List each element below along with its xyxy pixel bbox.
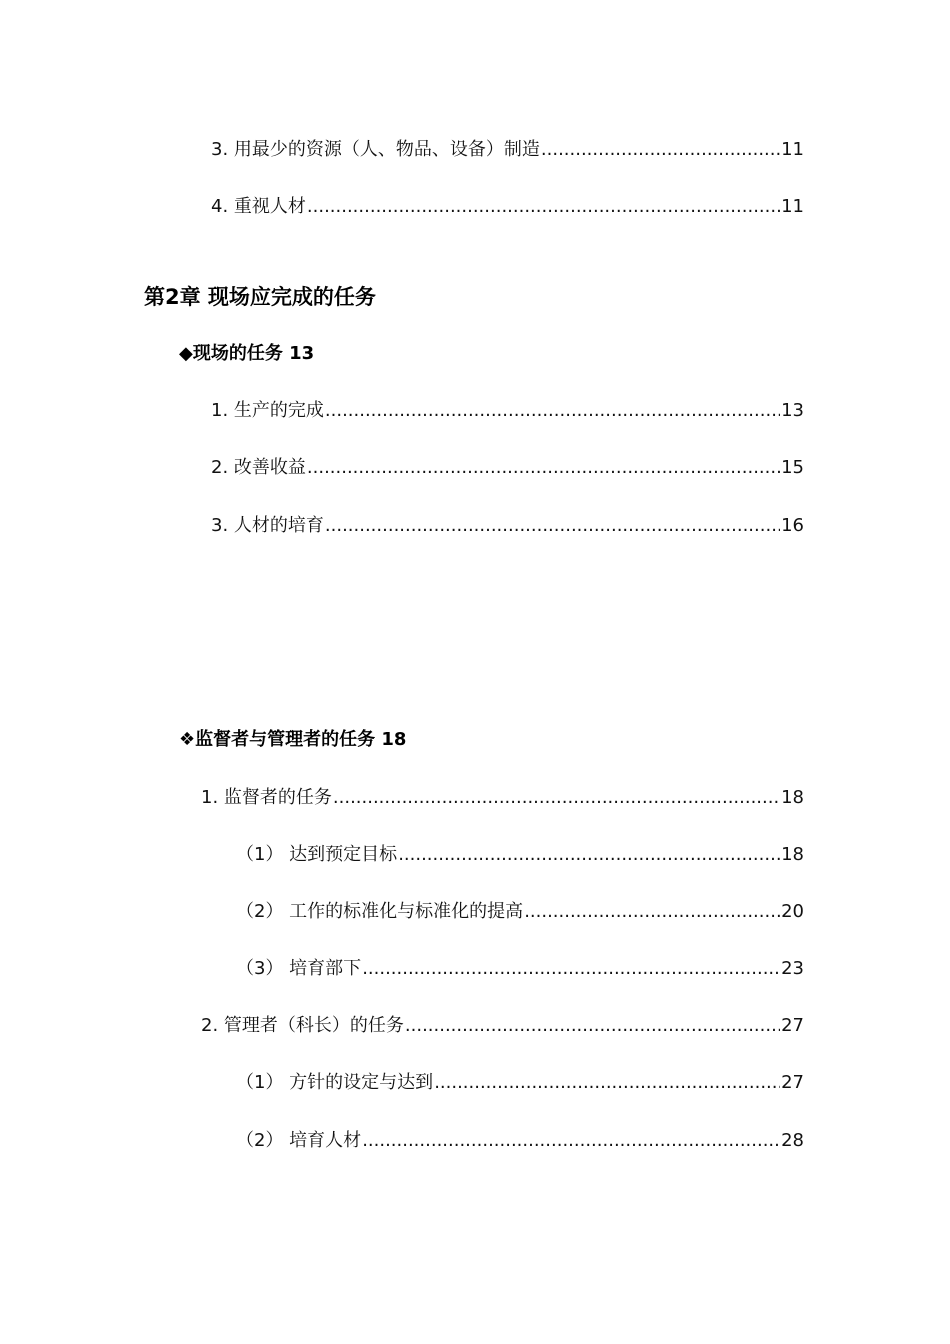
section-title: 现场的任务 13 [192, 343, 315, 364]
toc-entry [236, 900, 804, 924]
toc-entry-text: 4. 重视人材 [211, 196, 306, 217]
dot-leader [362, 957, 780, 981]
section-heading [179, 728, 406, 752]
toc-entry-text: （2） 工作的标准化与标准化的提高 [236, 901, 524, 922]
toc-entry [201, 1014, 804, 1038]
toc-entry-page: 28 [781, 1130, 804, 1151]
dot-leader [434, 1071, 780, 1095]
dot-leader [398, 843, 780, 867]
toc-entry-text: （2） 培育人材 [236, 1130, 362, 1151]
four-diamond-bullet-icon: ❖ [179, 729, 196, 750]
toc-entry-text: 3. 用最少的资源（人、物品、设备）制造 [211, 139, 540, 160]
toc-entry [236, 1071, 804, 1095]
toc-entry [211, 399, 804, 423]
section-title: 监督者与管理者的任务 18 [195, 729, 407, 750]
dot-leader [541, 138, 780, 162]
toc-entry-text: 2. 管理者（科长）的任务 [201, 1015, 404, 1036]
toc-entry [236, 843, 804, 867]
toc-entry-page: 27 [781, 1072, 804, 1093]
dot-leader [405, 1014, 780, 1038]
toc-entry-text: （3） 培育部下 [236, 958, 362, 979]
section-heading [179, 342, 314, 366]
toc-entry [211, 456, 804, 480]
toc-entry-page: 11 [781, 196, 804, 217]
dot-leader [524, 900, 780, 924]
dot-leader [333, 786, 780, 810]
toc-entry-text: （1） 达到预定目标 [236, 844, 398, 865]
toc-entry-page: 13 [781, 400, 804, 421]
toc-entry [236, 1129, 804, 1153]
toc-entry [201, 786, 804, 810]
toc-entry [211, 138, 804, 162]
dot-leader [362, 1129, 780, 1153]
toc-entry-page: 15 [781, 457, 804, 478]
toc-entry [236, 957, 804, 981]
toc-entry [211, 195, 804, 219]
toc-entry-page: 16 [781, 515, 804, 536]
toc-entry-text: 1. 生产的完成 [211, 400, 324, 421]
diamond-bullet-icon: ◆ [179, 343, 193, 364]
toc-entry-text: 2. 改善收益 [211, 457, 306, 478]
dot-leader [325, 514, 780, 538]
toc-entry-page: 23 [781, 958, 804, 979]
toc-entry-page: 18 [781, 787, 804, 808]
toc-entry-page: 20 [781, 901, 804, 922]
toc-entry [211, 514, 804, 538]
chapter-heading: 第2章 现场应完成的任务 [144, 285, 376, 309]
toc-entry-text: 1. 监督者的任务 [201, 787, 332, 808]
toc-entry-text: 3. 人材的培育 [211, 515, 324, 536]
toc-entry-page: 11 [781, 139, 804, 160]
dot-leader [325, 399, 780, 423]
toc-entry-page: 18 [781, 844, 804, 865]
toc-entry-page: 27 [781, 1015, 804, 1036]
toc-entry-text: （1） 方针的设定与达到 [236, 1072, 434, 1093]
dot-leader [307, 456, 780, 480]
dot-leader [307, 195, 780, 219]
